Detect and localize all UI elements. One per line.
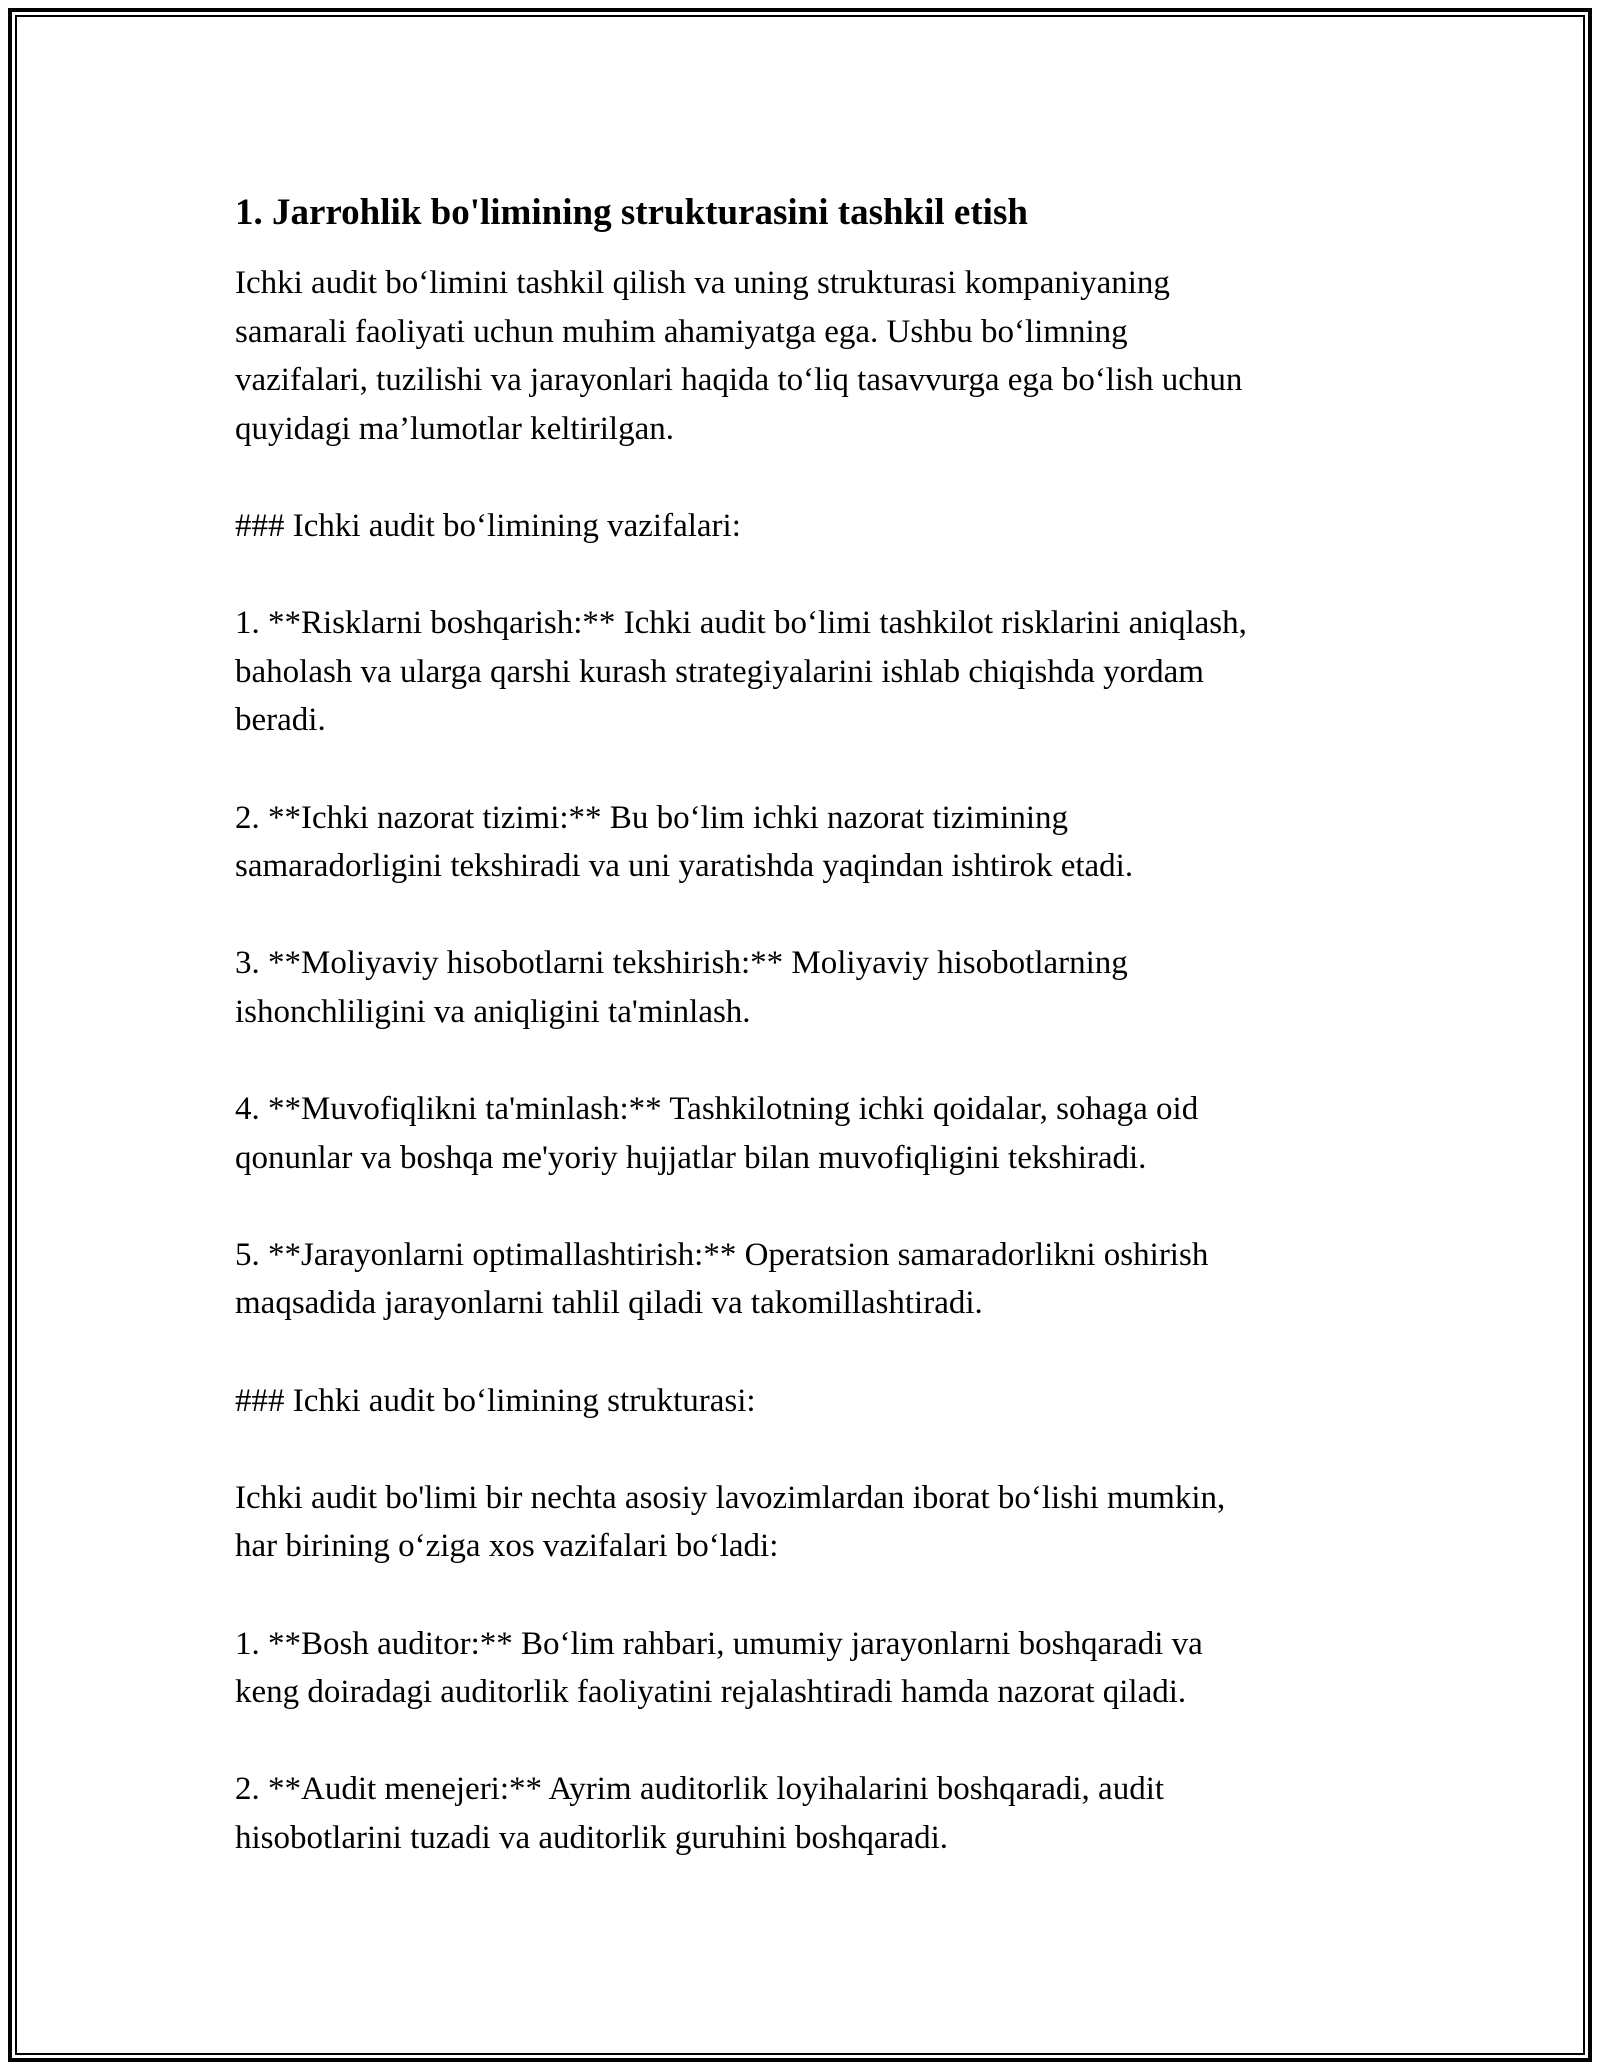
structure-intro-paragraph: Ichki audit bo'limi bir nechta asosiy lavozimlardan iborat bo‘lishi mumkin, har birining o‘ziga xos vazifalari bo‘ladi: [235,1479,1226,1565]
structure-item-1: 1. **Bosh auditor:** Bo‘lim rahbari, umumiy jarayonlarni boshqaradi va keng doiradagi auditorlik faoliyatini rejalashtiradi hamda nazorat qiladi. [235,1625,1203,1711]
intro-paragraph: Ichki audit bo‘limini tashkil qilish va uning strukturasi kompaniyaning samarali faoliyati uchun muhim ahamiyatga ega. Ushbu bo‘limning vazifalari, tuzilishi va jarayonlari haqida to‘liq tasavvurga ega bo‘lish uchun quyidagi ma’lumotlar keltirilgan. [235,265,1243,447]
section-heading-structure: ### Ichki audit bo‘limining strukturasi: [235,1382,756,1419]
section-heading-tasks: ### Ichki audit bo‘limining vazifalari: [235,507,741,544]
task-item-5: 5. **Jarayonlarni optimallashtirish:** Operatsion samaradorlikni oshirish maqsadida jarayonlarni tahlil qiladi va takomillashtiradi. [235,1236,1209,1322]
task-item-4: 4. **Muvofiqlikni ta'minlash:** Tashkilotning ichki qoidalar, sohaga oid qonunlar va boshqa me'yoriy hujjatlar bilan muvofiqligini tekshiradi. [235,1091,1199,1176]
document-title: 1. Jarrohlik bo'limining strukturasini tashkil etish [235,192,1028,233]
structure-item-2: 2. **Audit menejeri:** Ayrim auditorlik loyihalarini boshqaradi, audit hisobotlarini tuzadi va auditorlik guruhini boshqaradi. [235,1771,1165,1856]
task-item-3: 3. **Moliyaviy hisobotlarni tekshirish:** Moliyaviy hisobotlarning ishonchliligini va aniqligini ta'minlash. [235,945,1128,1030]
task-item-1: 1. **Risklarni boshqarish:** Ichki audit bo‘limi tashkilot risklarini aniqlash, baholash va ularga qarshi kurash strategiyalarini ishlab chiqishda yordam beradi. [235,605,1247,739]
document-body [235,185,1375,1863]
task-item-2: 2. **Ichki nazorat tizimi:** Bu bo‘lim ichki nazorat tizimining samaradorligini tekshiradi va uni yaratishda yaqindan ishtirok etadi. [235,799,1134,885]
